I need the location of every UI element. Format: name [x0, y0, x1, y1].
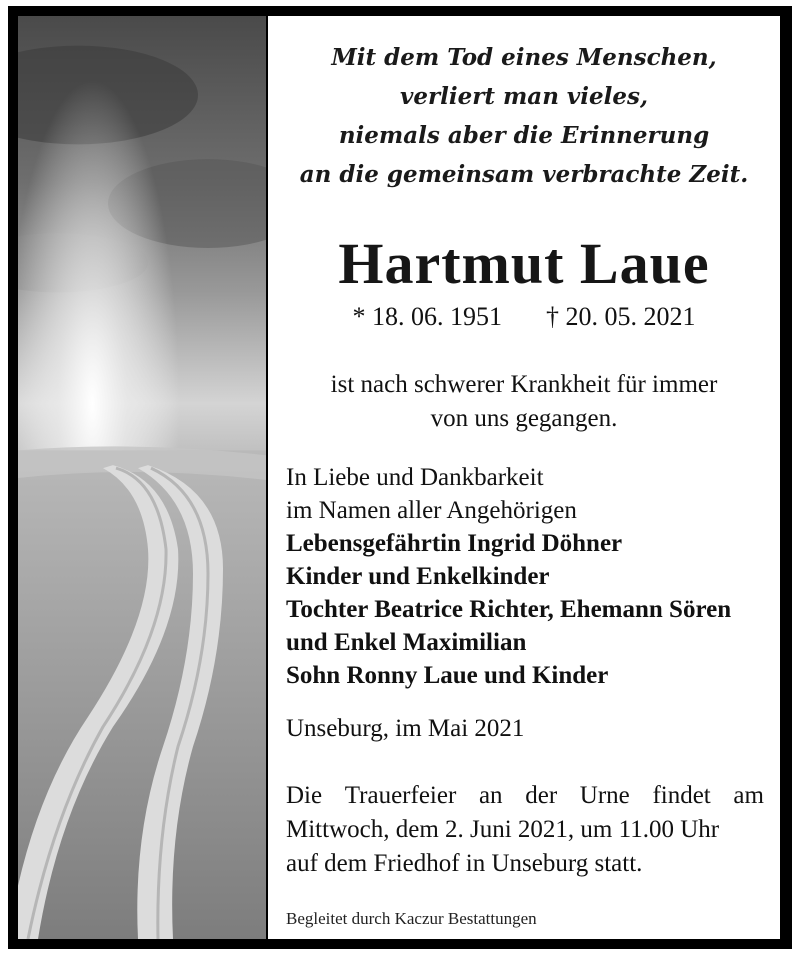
quote-line: verliert man vieles, — [399, 83, 648, 110]
mourner-name: und Enkel Maximilian — [286, 629, 527, 656]
service-word: Urne — [579, 782, 630, 809]
service-line: auf dem Friedhof in Unseburg statt. — [286, 850, 643, 877]
mourner-name: Tochter Beatrice Richter, Ehemann Sören — [286, 596, 732, 623]
funeral-service-info — [286, 779, 764, 881]
obituary-frame — [8, 6, 792, 949]
service-word: Trauerfeier — [344, 782, 457, 809]
mourners-intro-line: In Liebe und Dankbarkeit — [286, 464, 544, 491]
mourners-intro-line: im Namen aller Angehörigen — [286, 497, 577, 524]
quote-line: an die gemeinsam verbrachte Zeit. — [299, 161, 749, 188]
landscape-photo — [18, 16, 266, 939]
undertaker-credit: Begleitet durch Kaczur Bestattungen — [286, 909, 537, 928]
deceased-name: Hartmut Laue — [338, 231, 710, 296]
passing-announcement — [268, 368, 780, 436]
service-word: findet — [652, 782, 711, 809]
memorial-quote — [268, 38, 780, 194]
mourners-block — [286, 461, 780, 692]
service-word: der — [525, 782, 558, 809]
quote-line: Mit dem Tod eines Menschen, — [331, 44, 717, 71]
mourner-name: Kinder und Enkelkinder — [286, 563, 550, 590]
path-field-image — [18, 16, 266, 939]
text-panel — [268, 16, 780, 939]
service-word: Die — [286, 782, 323, 809]
quote-line: niemals aber die Erinnerung — [338, 122, 710, 149]
mourner-name: Sohn Ronny Laue und Kinder — [286, 662, 609, 689]
service-line — [286, 779, 764, 813]
announcement-line: von uns gegangen. — [430, 405, 618, 432]
announcement-line: ist nach schwerer Krankheit für immer — [330, 371, 718, 398]
death-date: † 20. 05. 2021 — [546, 302, 696, 331]
service-line: Mittwoch, dem 2. Juni 2021, um 11.00 Uhr — [286, 816, 720, 843]
place-and-date: Unseburg, im Mai 2021 — [286, 715, 525, 742]
birth-date: * 18. 06. 1951 — [352, 302, 502, 331]
service-word: am — [733, 782, 764, 809]
life-dates — [268, 302, 780, 332]
service-word: an — [478, 782, 503, 809]
mourner-name: Lebensgefährtin Ingrid Döhner — [286, 530, 623, 557]
